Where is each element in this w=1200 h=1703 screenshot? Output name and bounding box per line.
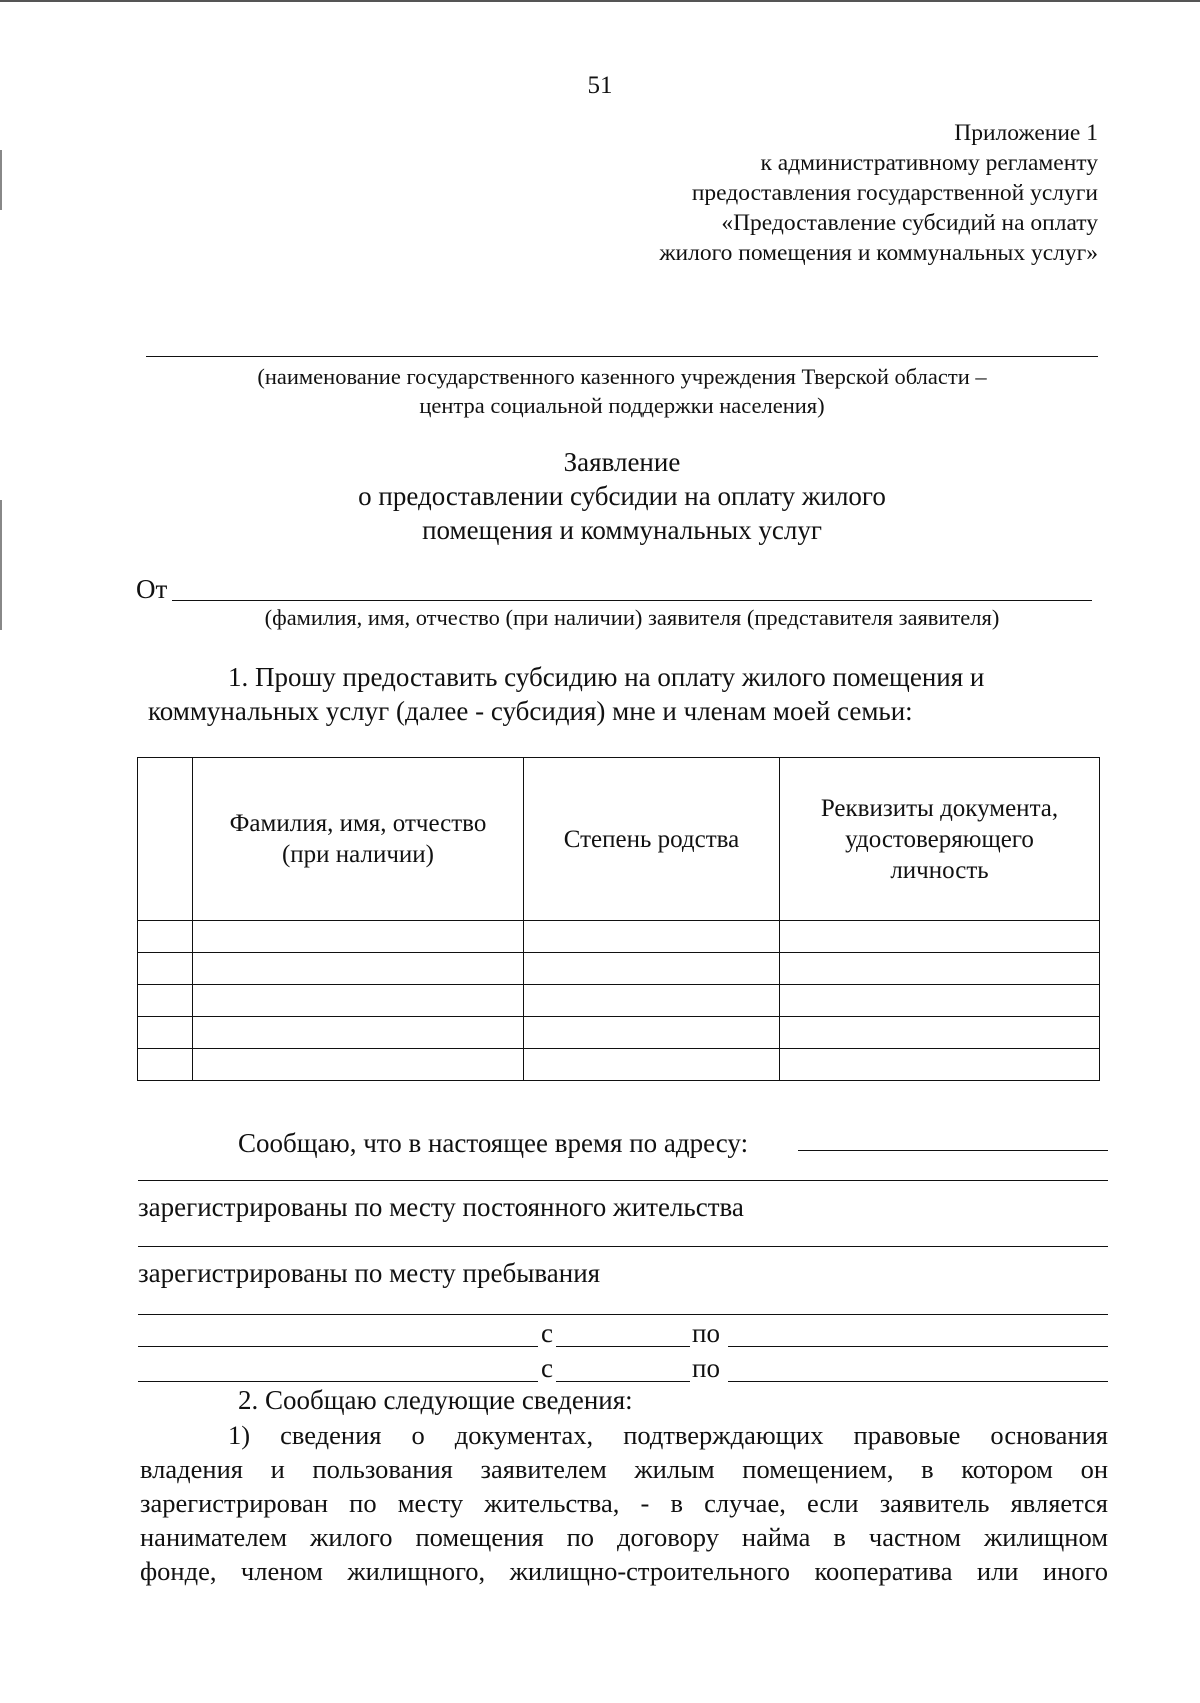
table-row [138, 953, 1100, 985]
table-cell[interactable] [193, 953, 524, 985]
table-row [138, 985, 1100, 1017]
scan-top-edge [0, 0, 1200, 2]
temporary-registration-label: зарегистрированы по месту пребывания [138, 1258, 601, 1288]
stay-address-field[interactable] [138, 1381, 538, 1382]
header-cell-relationship: Степень родства [524, 758, 780, 921]
address-field-continued[interactable] [138, 1180, 1108, 1181]
table-cell[interactable] [780, 953, 1100, 985]
table-cell[interactable] [193, 921, 524, 953]
table-cell[interactable] [138, 1017, 193, 1049]
table-cell[interactable] [780, 1049, 1100, 1081]
period-from-field[interactable] [556, 1346, 690, 1347]
period-to-label: по [692, 1318, 720, 1348]
request-line2: коммунальных услуг (далее - субсидия) мне и членам моей семьи: [148, 696, 913, 726]
request-line1: 1. Прошу предоставить субсидию на оплату жилого помещения и [228, 662, 985, 692]
address-field[interactable] [798, 1150, 1108, 1151]
appendix-line: предоставления государственной услуги [691, 180, 1098, 206]
section2-line: 1) сведения о документах, подтверждающих правовые основания [228, 1420, 1108, 1450]
section2-line: зарегистрирован по месту жительства, - в случае, если заявитель является [140, 1488, 1108, 1518]
institution-caption-line2: центра социальной поддержки населения) [419, 393, 825, 418]
table-cell[interactable] [780, 1017, 1100, 1049]
applicant-name-field[interactable] [172, 600, 1092, 601]
permanent-registration-label: зарегистрированы по месту постоянного жительства [138, 1192, 744, 1222]
section2-line: фонде, членом жилищного, жилищно-строительного кооператива или иного [140, 1556, 1108, 1586]
appendix-line: жилого помещения и коммунальных услуг» [659, 240, 1098, 266]
appendix-line: «Предоставление субсидий на оплату [721, 210, 1098, 236]
table-row [138, 1049, 1100, 1081]
period-from-label: с [541, 1318, 553, 1348]
document-subtitle-line1: о предоставлении субсидии на оплату жилого [358, 481, 886, 511]
table-row [138, 921, 1100, 953]
header-cell-identity-document: Реквизиты документа, удостоверяющего личность [780, 758, 1100, 921]
period-from-label: с [541, 1353, 553, 1383]
permanent-registration-field[interactable] [138, 1246, 1108, 1247]
table-cell[interactable] [524, 953, 780, 985]
period-from-field[interactable] [556, 1381, 690, 1382]
table-cell[interactable] [193, 1017, 524, 1049]
table-cell[interactable] [780, 921, 1100, 953]
scan-left-edge-mark [0, 150, 2, 210]
from-label: От [136, 574, 168, 604]
table-header-row [138, 758, 1100, 921]
period-to-field[interactable] [728, 1381, 1108, 1382]
table-cell[interactable] [193, 985, 524, 1017]
appendix-block [659, 118, 1098, 268]
table-cell[interactable] [524, 985, 780, 1017]
document-subtitle-line2: помещения и коммунальных услуг [422, 515, 822, 545]
table-cell[interactable] [524, 1049, 780, 1081]
table-row [138, 1017, 1100, 1049]
applicant-caption: (фамилия, имя, отчество (при наличии) заявителя (представителя заявителя) [264, 605, 1000, 630]
scan-left-edge-mark [0, 500, 2, 630]
appendix-line: к административному регламенту [760, 150, 1098, 176]
table-cell[interactable] [138, 953, 193, 985]
table-cell[interactable] [524, 1017, 780, 1049]
period-to-label: по [692, 1353, 720, 1383]
section2-heading: 2. Сообщаю следующие сведения: [238, 1385, 633, 1415]
page-number: 51 [587, 72, 613, 99]
section2-line: владения и пользования заявителем жилым помещением, в котором он [140, 1454, 1108, 1484]
appendix-line: Приложение 1 [954, 120, 1098, 146]
header-cell-number [138, 758, 193, 921]
institution-name-field[interactable] [146, 356, 1098, 357]
section2-line: нанимателем жилого помещения по договору найма в частном жилищном [140, 1522, 1108, 1552]
period-to-field[interactable] [728, 1346, 1108, 1347]
header-cell-full-name: Фамилия, имя, отчество (при наличии) [193, 758, 524, 921]
temporary-registration-field[interactable] [138, 1314, 1108, 1315]
table-cell[interactable] [138, 985, 193, 1017]
document-title: Заявление [563, 447, 681, 477]
address-label: Сообщаю, что в настоящее время по адресу: [238, 1128, 749, 1158]
table-cell[interactable] [138, 921, 193, 953]
stay-address-field[interactable] [138, 1346, 538, 1347]
table-cell[interactable] [780, 985, 1100, 1017]
institution-caption-line1: (наименование государственного казенного учреждения Тверской области – [257, 364, 987, 389]
table-cell[interactable] [193, 1049, 524, 1081]
table-cell[interactable] [138, 1049, 193, 1081]
table-cell[interactable] [524, 921, 780, 953]
family-members-table [137, 757, 1100, 1081]
